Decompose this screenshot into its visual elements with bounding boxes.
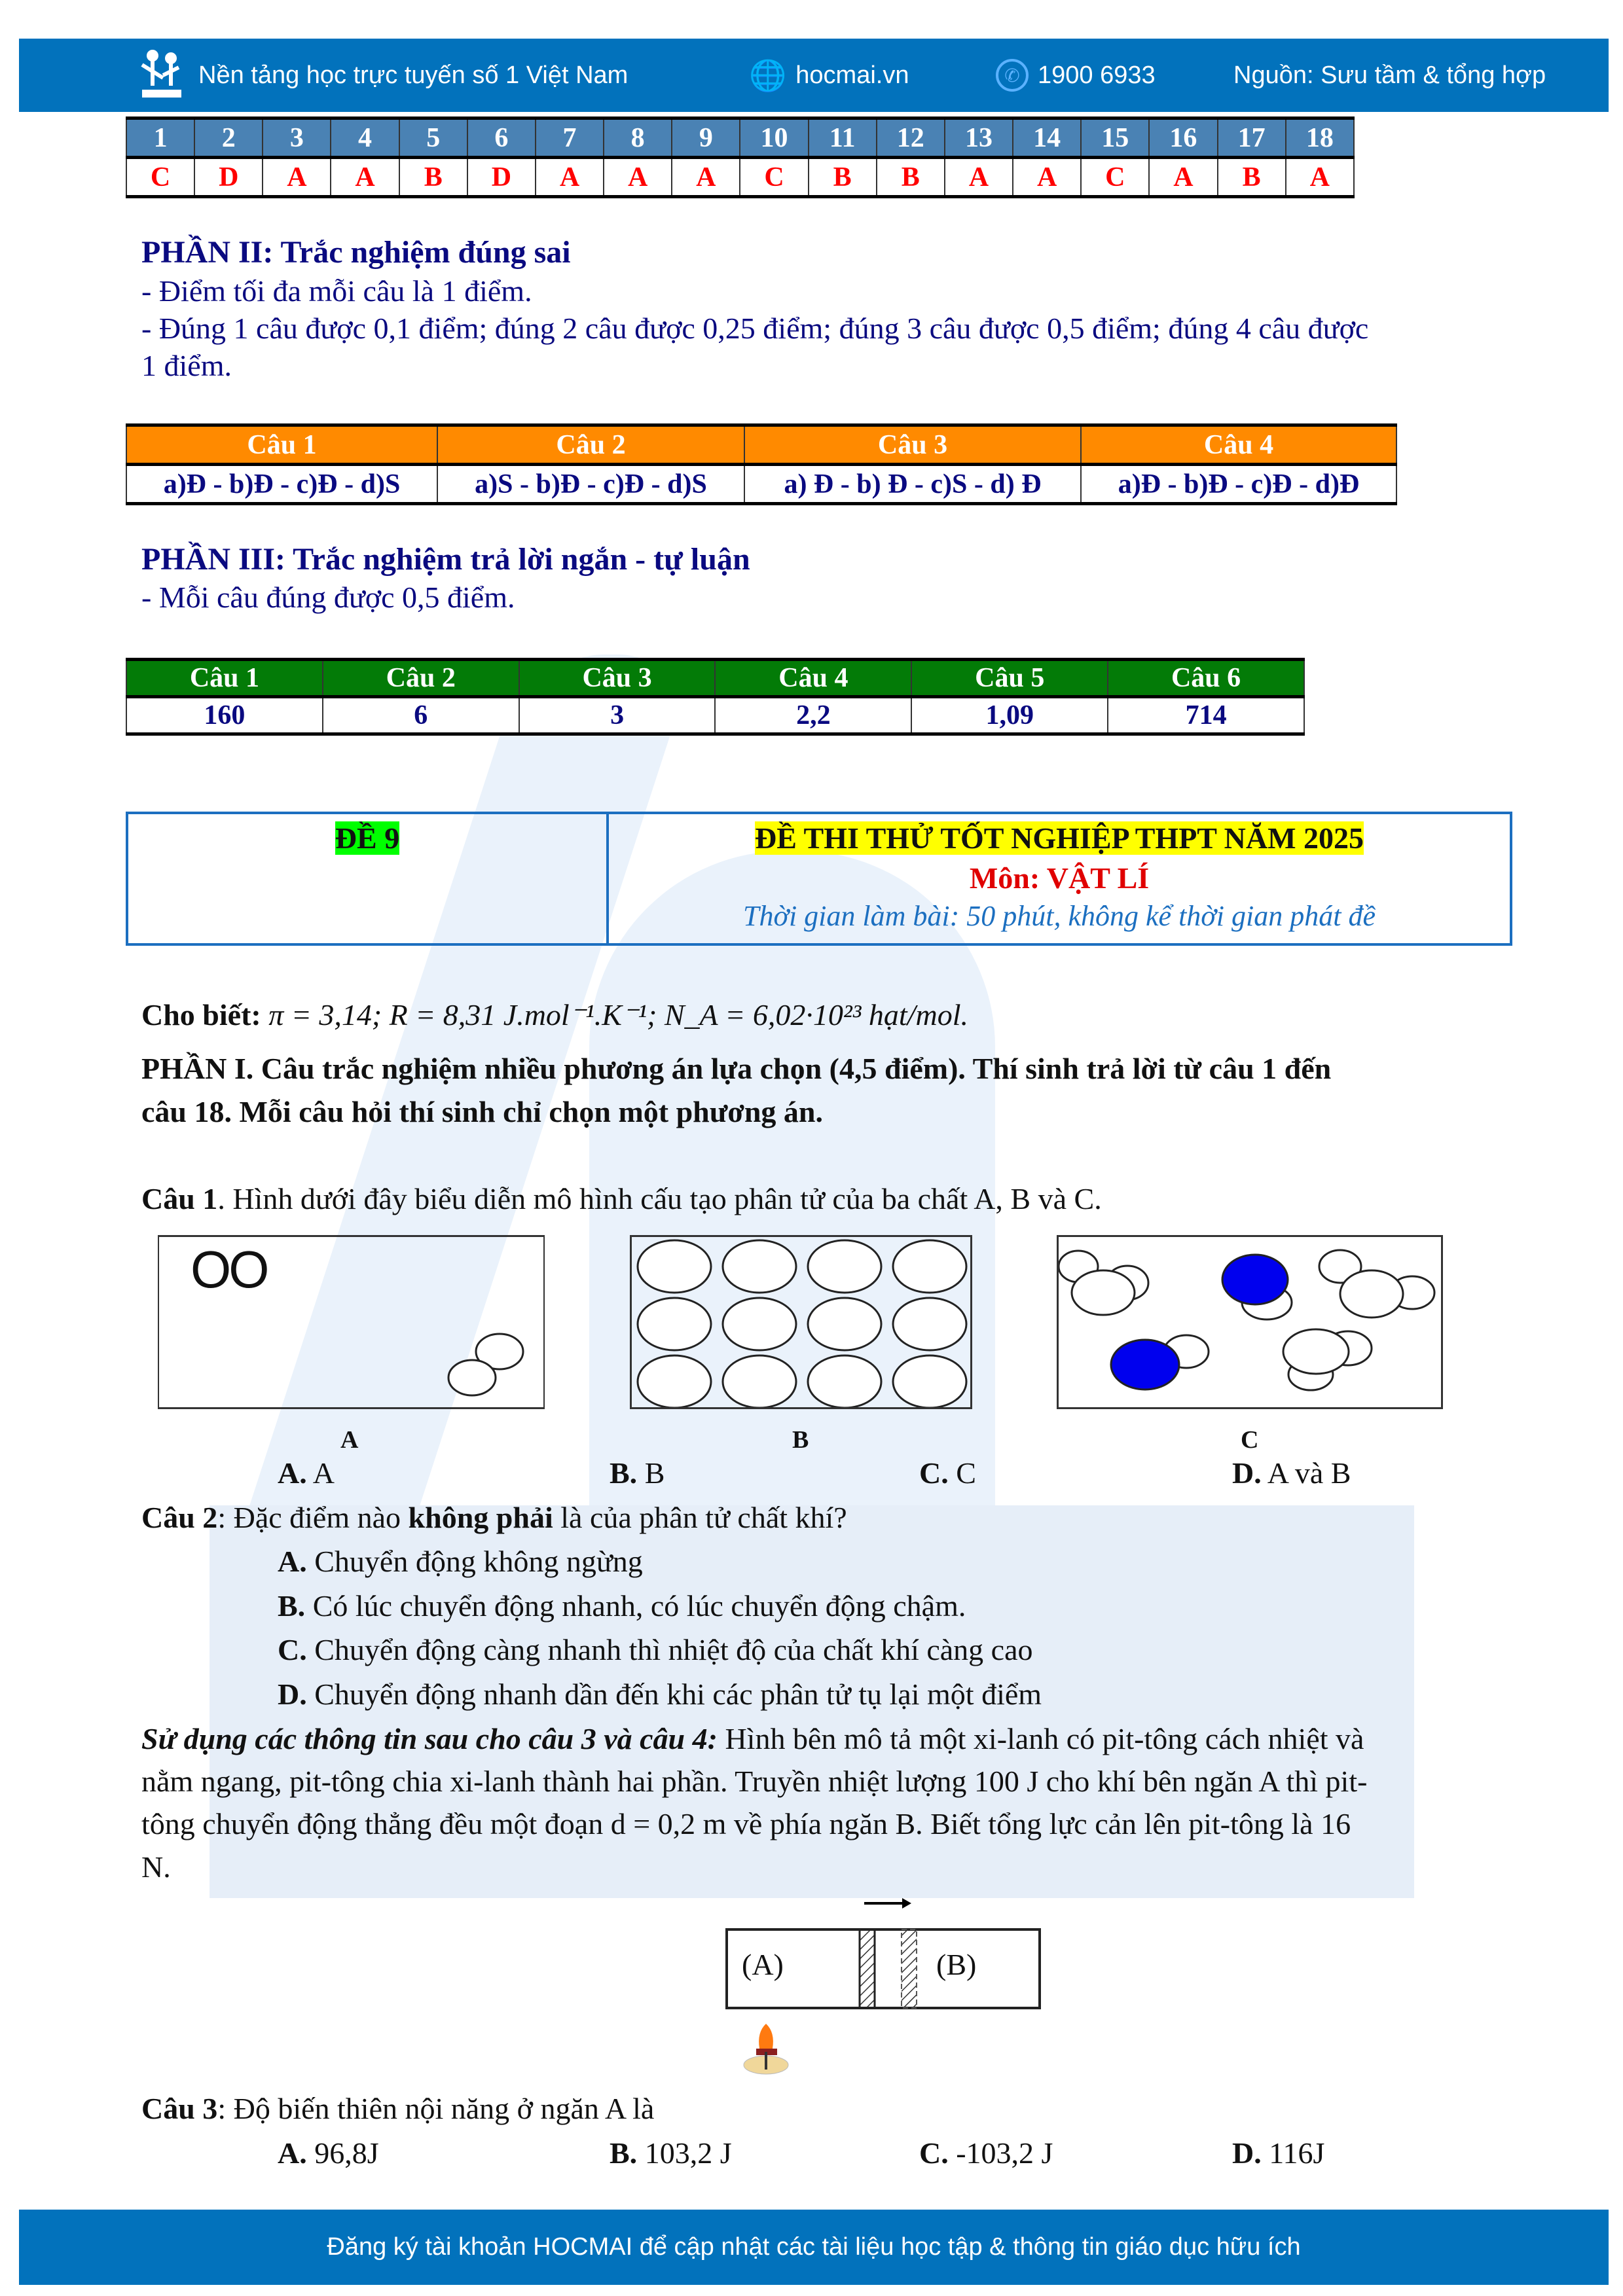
exam-header-box: [126, 812, 1512, 946]
question-number-cell: 15: [1081, 118, 1149, 158]
option-text: A và B: [1261, 1456, 1351, 1490]
question-number-cell: 11: [809, 118, 877, 158]
option-d: [278, 1677, 1042, 1712]
option-a: [278, 1456, 335, 1490]
option-text: Chuyển động càng nhanh thì nhiệt độ của chất khí càng cao: [306, 1633, 1033, 1666]
phone-link[interactable]: [996, 39, 1156, 112]
question-header-cell: Câu 2: [323, 660, 519, 697]
answer-cell: C: [126, 158, 194, 197]
option-key: A.: [278, 1456, 307, 1490]
source-label: Nguồn: Sưu tầm & tổng hợp: [1233, 61, 1546, 89]
question-3: [141, 2091, 654, 2126]
hocmai-logo-icon: [137, 49, 189, 101]
option-text: 96,8J: [306, 2136, 379, 2170]
part2-rule-1: - Điểm tối đa mỗi câu là 1 điểm.: [141, 274, 532, 308]
exam-title: ĐỀ THI THỬ TỐT NGHIỆP THPT NĂM 2025: [754, 821, 1364, 855]
option-c: [278, 1632, 1033, 1667]
option-text: Chuyển động không ngừng: [306, 1545, 643, 1578]
question-number-cell: 17: [1218, 118, 1286, 158]
question-number-cell: 14: [1013, 118, 1081, 158]
question-number-cell: 2: [194, 118, 263, 158]
part3-title: PHẦN III: Trắc nghiệm trả lời ngắn - tự luận: [141, 542, 750, 577]
source-text: [1233, 39, 1546, 112]
option-key: C.: [919, 2136, 949, 2170]
option-c: [919, 2136, 1053, 2170]
answer-cell: 6: [323, 697, 519, 734]
option-b: [610, 1456, 665, 1490]
question-1: [141, 1181, 1102, 1216]
website-text: hocmai.vn: [795, 61, 909, 89]
globe-icon: 🌐: [749, 58, 787, 92]
molecule: [638, 1355, 711, 1407]
figure-label-b: B: [792, 1426, 809, 1454]
question-header-cell: Câu 1: [126, 660, 323, 697]
question-number-cell: 3: [263, 118, 331, 158]
figure-b: [630, 1235, 972, 1409]
answer-cell: B: [1218, 158, 1286, 197]
answer-cell: 714: [1108, 697, 1304, 734]
context-line-1: [141, 1721, 1364, 1756]
question-number-cell: 1: [126, 118, 194, 158]
phone-text: 1900 6933: [1038, 61, 1156, 89]
molecule-icon: [447, 1329, 532, 1407]
question-header-cell: Câu 5: [911, 660, 1108, 697]
given-label: Cho biết:: [141, 998, 261, 1031]
context-line-3: tông chuyển động thẳng đều một đoạn d = 0,2 m về phía ngăn B. Biết tổng lực cản lên pit-tông là 16: [141, 1807, 1351, 1840]
question-number-cell: 12: [877, 118, 945, 158]
given-constants: [141, 997, 968, 1032]
option-d: [1232, 2136, 1324, 2170]
option-key: B.: [610, 2136, 638, 2170]
context-line-2: nằm ngang, pit-tông chia xi-lanh thành hai phần. Truyền nhiệt lượng 100 J cho khí bên ngăn A thì pit-: [141, 1765, 1368, 1798]
option-b: [610, 2136, 732, 2170]
answer-cell: a) Đ - b) Đ - c)S - d) Đ: [744, 465, 1081, 504]
q2-emphasis: không phải: [408, 1501, 553, 1534]
answer-cell: A: [1286, 158, 1354, 197]
option-text: 103,2 J: [637, 2136, 732, 2170]
option-text: Chuyển động nhanh dần đến khi các phân tử tụ lại một điểm: [306, 1677, 1042, 1711]
option-text: -103,2 J: [948, 2136, 1053, 2170]
option-key: D.: [1232, 2136, 1262, 2170]
molecule: [808, 1240, 881, 1293]
chamber-b-label: (B): [936, 1948, 977, 1981]
question-number-cell: 7: [536, 118, 604, 158]
question-number-cell: 18: [1286, 118, 1354, 158]
figure-label-a: A: [340, 1426, 359, 1454]
figure-c: [1057, 1235, 1443, 1409]
molecule: [723, 1240, 796, 1293]
tagline: Nền tảng học trực tuyến số 1 Việt Nam: [198, 61, 629, 89]
question-number-cell: 13: [945, 118, 1013, 158]
answer-cell: 2,2: [715, 697, 911, 734]
answer-cell: C: [740, 158, 808, 197]
answer-cell: A: [1013, 158, 1081, 197]
given-text: π = 3,14; R = 8,31 J.mol⁻¹.K⁻¹; N_A = 6,02·10²³ hạt/mol.: [268, 998, 968, 1031]
figure-a: [158, 1235, 545, 1409]
footer-text: Đăng ký tài khoản HOCMAI để cập nhật các tài liệu học tập & thông tin giáo dục hữu ích: [327, 2233, 1301, 2261]
answer-cell: a)S - b)Đ - c)Đ - d)S: [437, 465, 744, 504]
option-key: D.: [278, 1677, 307, 1711]
option-text: 116J: [1261, 2136, 1325, 2170]
question-header-cell: Câu 3: [519, 660, 716, 697]
option-key: D.: [1232, 1456, 1262, 1490]
molecule: [723, 1298, 796, 1350]
option-c: [919, 1456, 976, 1490]
molecule: [638, 1298, 711, 1350]
option-key: B.: [278, 1589, 306, 1623]
question-2: [141, 1500, 847, 1535]
option-key: A.: [278, 2136, 307, 2170]
option-a: [278, 2136, 379, 2170]
option-text: A: [306, 1456, 335, 1490]
figure-a-mark: OO: [191, 1240, 267, 1299]
part1-answer-table: [126, 117, 1355, 198]
molecule: [893, 1355, 966, 1407]
answer-cell: 160: [126, 697, 323, 734]
cylinder-piston-diagram: [720, 1885, 1048, 2081]
question-number-cell: 8: [604, 118, 672, 158]
q1-text: . Hình dưới đây biểu diễn mô hình cấu tạo phân tử của ba chất A, B và C.: [217, 1182, 1102, 1215]
part2-answer-table: [126, 423, 1397, 505]
question-header-cell: Câu 6: [1108, 660, 1304, 697]
option-text: C: [948, 1456, 976, 1490]
question-number-cell: 5: [399, 118, 467, 158]
figure-label-c: C: [1241, 1426, 1259, 1454]
question-number-cell: 10: [740, 118, 808, 158]
molecule: [893, 1298, 966, 1350]
option-key: C.: [919, 1456, 949, 1490]
option-key: A.: [278, 1545, 307, 1578]
answer-cell: B: [809, 158, 877, 197]
mixed-molecules-icon: [1059, 1237, 1441, 1407]
option-text: B: [637, 1456, 665, 1490]
answer-cell: A: [604, 158, 672, 197]
answer-cell: A: [1149, 158, 1217, 197]
answer-cell: C: [1081, 158, 1149, 197]
section1-instructions-2: câu 18. Mỗi câu hỏi thí sinh chỉ chọn một phương án.: [141, 1095, 823, 1128]
answer-cell: A: [672, 158, 740, 197]
chamber-a-label: (A): [742, 1948, 784, 1981]
question-header-cell: Câu 4: [715, 660, 911, 697]
answer-cell: 1,09: [911, 697, 1108, 734]
molecule: [723, 1355, 796, 1407]
answer-cell: B: [399, 158, 467, 197]
part3-answer-table: [126, 658, 1305, 736]
bottom-banner[interactable]: [19, 2210, 1609, 2285]
question-header-cell: Câu 4: [1081, 425, 1396, 465]
answer-cell: a)Đ - b)Đ - c)Đ - d)Đ: [1081, 465, 1396, 504]
answer-cell: D: [194, 158, 263, 197]
option-d: [1232, 1456, 1351, 1490]
answer-cell: a)Đ - b)Đ - c)Đ - d)S: [126, 465, 437, 504]
logo: [137, 39, 628, 112]
molecule: [638, 1240, 711, 1293]
answer-cell: B: [877, 158, 945, 197]
answer-cell: D: [467, 158, 536, 197]
molecule-grid-icon: [632, 1237, 970, 1407]
part3-rule-1: - Mỗi câu đúng được 0,5 điểm.: [141, 581, 515, 614]
question-number-cell: 6: [467, 118, 536, 158]
question-number-cell: 4: [331, 118, 399, 158]
answer-cell: A: [536, 158, 604, 197]
molecule: [808, 1298, 881, 1350]
molecule: [808, 1355, 881, 1407]
context-text: Hình bên mô tả một xi-lanh có pit-tông cách nhiệt và: [717, 1722, 1364, 1755]
top-banner: [19, 39, 1609, 112]
exam-code: ĐỀ 9: [335, 821, 400, 855]
context-lead: Sử dụng các thông tin sau cho câu 3 và câu 4:: [141, 1722, 718, 1755]
context-line-4: N.: [141, 1850, 171, 1884]
phone-icon: ✆: [996, 59, 1029, 92]
question-header-cell: Câu 1: [126, 425, 437, 465]
q2-text: : Đặc điểm nào: [217, 1501, 409, 1534]
section1-instructions-1: PHẦN I. Câu trắc nghiệm nhiều phương án lựa chọn (4,5 điểm). Thí sinh trả lời từ câu 1 đến: [141, 1052, 1332, 1085]
q2-label: Câu 2: [141, 1501, 218, 1534]
part2-rule-3: 1 điểm.: [141, 349, 232, 382]
q1-label: Câu 1: [141, 1182, 218, 1215]
part2-rule-2: - Đúng 1 câu được 0,1 điểm; đúng 2 câu được 0,25 điểm; đúng 3 câu được 0,5 điểm; đúng 4 câu được: [141, 312, 1369, 345]
option-key: C.: [278, 1633, 307, 1666]
answer-cell: 3: [519, 697, 716, 734]
option-a: [278, 1544, 643, 1579]
q3-label: Câu 3: [141, 2092, 218, 2125]
part2-title: PHẦN II: Trắc nghiệm đúng sai: [141, 235, 571, 270]
exam-time: Thời gian làm bài: 50 phút, không kể thời gian phát đề: [742, 900, 1376, 932]
question-number-cell: 9: [672, 118, 740, 158]
option-b: [278, 1588, 966, 1623]
option-text: Có lúc chuyển động nhanh, có lúc chuyển động chậm.: [305, 1589, 966, 1623]
molecule: [893, 1240, 966, 1293]
answer-cell: A: [263, 158, 331, 197]
alcohol-lamp-icon: [744, 2024, 788, 2074]
exam-subject: Môn: VẬT LÍ: [969, 861, 1150, 895]
question-header-cell: Câu 3: [744, 425, 1081, 465]
answer-cell: A: [945, 158, 1013, 197]
q2-text-end: là của phân tử chất khí?: [553, 1501, 847, 1534]
option-key: B.: [610, 1456, 638, 1490]
q3-text: : Độ biến thiên nội năng ở ngăn A là: [217, 2092, 655, 2125]
question-header-cell: Câu 2: [437, 425, 744, 465]
website-link[interactable]: [749, 39, 909, 112]
answer-cell: A: [331, 158, 399, 197]
question-number-cell: 16: [1149, 118, 1217, 158]
